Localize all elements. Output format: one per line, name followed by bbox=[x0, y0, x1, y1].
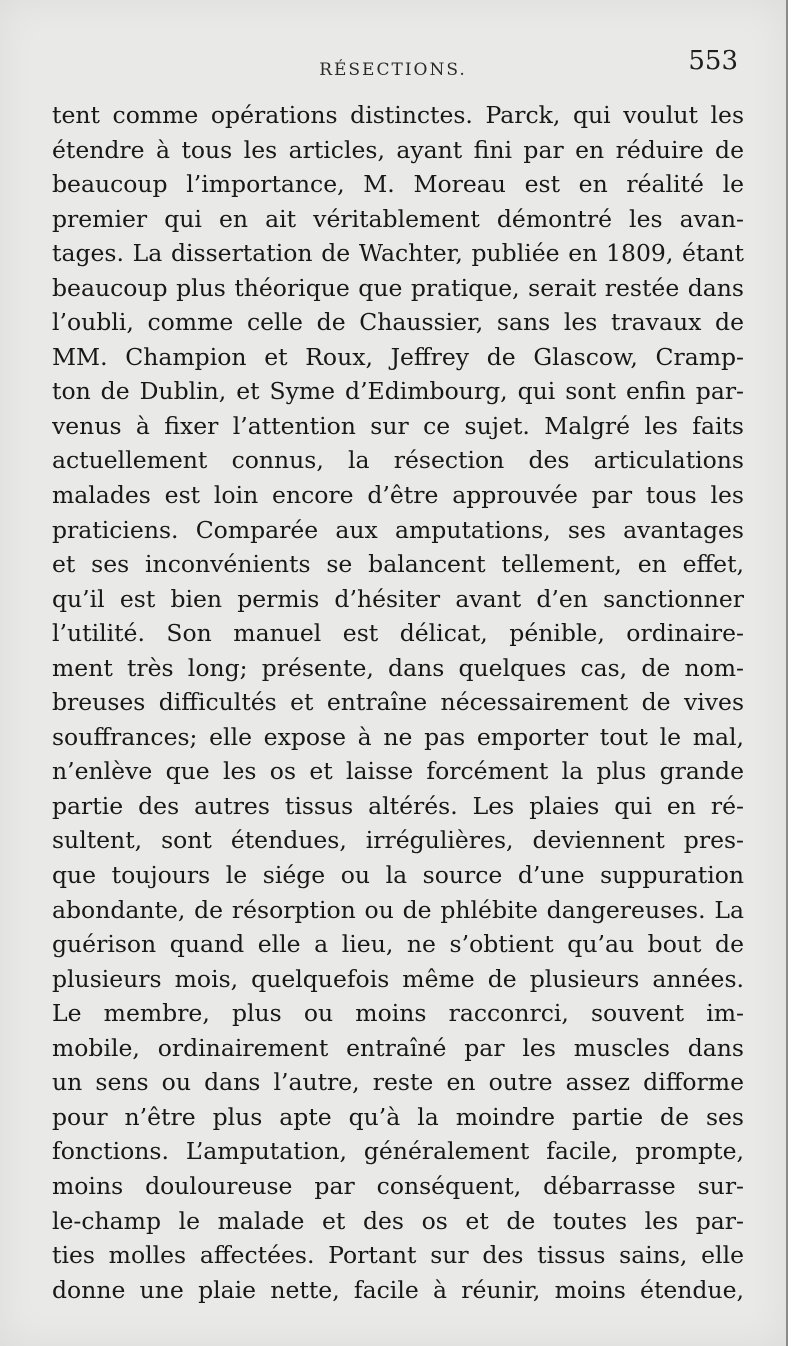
text-line: pour n’être plus apte qu’à la moindre partie de ses bbox=[52, 1102, 744, 1131]
text-line: qu’il est bien permis d’hésiter avant d’en sanctionner bbox=[52, 584, 744, 613]
text-line: beaucoup plus théorique que pratique, serait restée dans bbox=[52, 273, 744, 302]
text-line: ton de Dublin, et Syme d’Edimbourg, qui sont enfin par- bbox=[52, 377, 744, 406]
text-line: abondante, de résorption ou de phlébite dangereuses. La bbox=[52, 895, 744, 924]
text-line: l’oubli, comme celle de Chaussier, sans les travaux de bbox=[52, 308, 744, 337]
text-line: beaucoup l’importance, M. Moreau est en réalité le bbox=[52, 170, 744, 199]
text-line: l’utilité. Son manuel est délicat, pénible, ordinaire- bbox=[52, 619, 744, 648]
text-line: ties molles affectées. Portant sur des tissus sains, elle bbox=[52, 1241, 744, 1270]
text-line: mobile, ordinairement entraîné par les muscles dans bbox=[52, 1033, 744, 1062]
text-line: fonctions. L’amputation, généralement facile, prompte, bbox=[52, 1137, 744, 1166]
text-line: un sens ou dans l’autre, reste en outre assez difforme bbox=[52, 1068, 744, 1097]
text-line: partie des autres tissus altérés. Les plaies qui en ré- bbox=[52, 791, 744, 820]
text-line: guérison quand elle a lieu, ne s’obtient qu’au bout de bbox=[52, 930, 744, 959]
running-title: RÉSECTIONS. bbox=[319, 60, 467, 80]
text-line: que toujours le siége ou la source d’une suppuration bbox=[52, 861, 744, 890]
text-line: tent comme opérations distinctes. Parck, qui voulut les bbox=[52, 101, 744, 129]
text-line: sultent, sont étendues, irrégulières, deviennent pres- bbox=[52, 826, 744, 855]
text-line: et ses inconvénients se balancent tellement, en effet, bbox=[52, 550, 744, 579]
text-line: tages. La dissertation de Wachter, publiée en 1809, étant bbox=[52, 239, 744, 268]
text-line: premier qui en ait véritablement démontré les avan- bbox=[52, 204, 744, 233]
text-line: praticiens. Comparée aux amputations, ses avantages bbox=[52, 515, 744, 544]
body-text bbox=[52, 98, 744, 1307]
text-line: moins douloureuse par conséquent, débarrasse sur- bbox=[52, 1171, 744, 1200]
text-line: le-champ le malade et des os et de toutes les par- bbox=[52, 1206, 744, 1235]
text-line: souffrances; elle expose à ne pas emporter tout le mal, bbox=[52, 722, 744, 751]
text-line: étendre à tous les articles, ayant fini par en réduire de bbox=[52, 135, 744, 164]
text-line: actuellement connus, la résection des articulations bbox=[52, 446, 744, 475]
text-line: breuses difficultés et entraîne nécessairement de vives bbox=[52, 688, 744, 717]
text-line: ment très long; présente, dans quelques cas, de nom- bbox=[52, 653, 744, 682]
text-line: venus à fixer l’attention sur ce sujet. Malgré les faits bbox=[52, 411, 744, 440]
text-line: malades est loin encore d’être approuvée par tous les bbox=[52, 481, 744, 510]
text-line: MM. Champion et Roux, Jeffrey de Glascow, Cramp- bbox=[52, 342, 744, 371]
text-line: Le membre, plus ou moins racconrci, souvent im- bbox=[52, 999, 744, 1028]
page-number: 553 bbox=[688, 46, 738, 76]
text-line: n’enlève que les os et laisse forcément la plus grande bbox=[52, 757, 744, 786]
text-line: plusieurs mois, quelquefois même de plusieurs années. bbox=[52, 964, 744, 993]
text-line: donne une plaie nette, facile à réunir, moins étendue, bbox=[52, 1275, 744, 1304]
